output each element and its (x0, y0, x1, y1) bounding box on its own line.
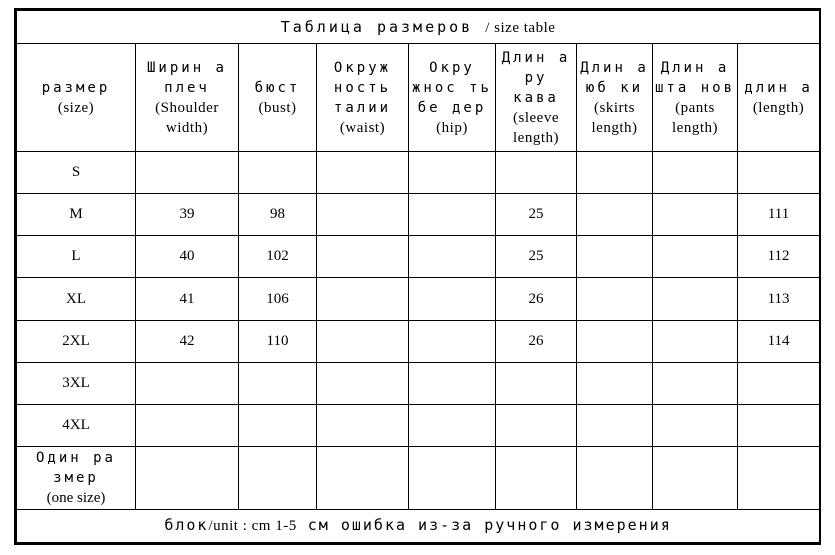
skirt-cell (577, 194, 653, 236)
bust-cell: 98 (239, 194, 317, 236)
sleeve-cell: 26 (496, 278, 577, 320)
pants-cell (653, 278, 738, 320)
skirt-cell (577, 152, 653, 194)
size-cell: 3XL (17, 362, 136, 404)
length-cell (738, 404, 820, 446)
header-row (17, 44, 820, 152)
hip-cell (409, 194, 496, 236)
shoulder-cell: 40 (136, 236, 239, 278)
table-row (17, 404, 820, 446)
waist-cell (317, 320, 409, 362)
table-row (17, 278, 820, 320)
pants-cell (653, 446, 738, 509)
hip-cell (409, 320, 496, 362)
shoulder-cell: 39 (136, 194, 239, 236)
table-row (17, 236, 820, 278)
shoulder-cell: 41 (136, 278, 239, 320)
footer-ru-prefix: блок (164, 516, 209, 535)
waist-cell (317, 404, 409, 446)
header-length: длин а (length) (738, 44, 820, 152)
length-cell (738, 152, 820, 194)
length-cell: 112 (738, 236, 820, 278)
title-ru: Таблица размеров (280, 17, 474, 36)
size-cell: 2XL (17, 320, 136, 362)
sleeve-cell (496, 362, 577, 404)
table-row (17, 320, 820, 362)
bust-cell: 102 (239, 236, 317, 278)
sleeve-cell (496, 446, 577, 509)
size-table (16, 10, 820, 543)
sleeve-cell: 25 (496, 236, 577, 278)
waist-cell (317, 278, 409, 320)
waist-cell (317, 446, 409, 509)
header-hip: Окру жнос ть бе дер (hip) (409, 44, 496, 152)
bust-cell (239, 152, 317, 194)
sleeve-cell (496, 152, 577, 194)
table-row (17, 194, 820, 236)
size-cell: M (17, 194, 136, 236)
size-cell: 4XL (17, 404, 136, 446)
skirt-cell (577, 404, 653, 446)
header-shoulder: Ширин а плеч (Shoulder width) (136, 44, 239, 152)
table-row (17, 362, 820, 404)
pants-cell (653, 194, 738, 236)
length-cell: 113 (738, 278, 820, 320)
skirt-cell (577, 362, 653, 404)
skirt-cell (577, 236, 653, 278)
shoulder-cell (136, 446, 239, 509)
header-sleeve: Длин а ру кава (sleeve length) (496, 44, 577, 152)
length-cell: 111 (738, 194, 820, 236)
table-row (17, 152, 820, 194)
size-table-frame (14, 8, 821, 545)
shoulder-cell: 42 (136, 320, 239, 362)
hip-cell (409, 362, 496, 404)
waist-cell (317, 236, 409, 278)
sleeve-cell: 25 (496, 194, 577, 236)
bust-cell: 110 (239, 320, 317, 362)
sleeve-cell (496, 404, 577, 446)
header-skirt: Длин а юб ки (skirts length) (577, 44, 653, 152)
hip-cell (409, 152, 496, 194)
sleeve-cell: 26 (496, 320, 577, 362)
pants-cell (653, 404, 738, 446)
table-row (17, 446, 820, 509)
hip-cell (409, 236, 496, 278)
table-footer (17, 509, 820, 542)
one-size-ru: Один ра змер (35, 449, 116, 486)
shoulder-cell (136, 362, 239, 404)
skirt-cell (577, 278, 653, 320)
size-cell: S (17, 152, 136, 194)
footer-ru-suffix: см ошибка из-за ручного измерения (307, 516, 672, 535)
length-cell: 114 (738, 320, 820, 362)
hip-cell (409, 278, 496, 320)
waist-cell (317, 194, 409, 236)
header-waist: Окруж ность талии (waist) (317, 44, 409, 152)
pants-cell (653, 152, 738, 194)
pants-cell (653, 320, 738, 362)
waist-cell (317, 362, 409, 404)
header-size: размер (size) (17, 44, 136, 152)
size-cell: XL (17, 278, 136, 320)
size-cell-one-size (17, 446, 136, 509)
length-cell (738, 446, 820, 509)
bust-cell (239, 362, 317, 404)
hip-cell (409, 404, 496, 446)
header-pants: Длин а шта нов (pants length) (653, 44, 738, 152)
size-cell: L (17, 236, 136, 278)
bust-cell (239, 446, 317, 509)
bust-cell (239, 404, 317, 446)
shoulder-cell (136, 152, 239, 194)
header-bust: бюст (bust) (239, 44, 317, 152)
bust-cell: 106 (239, 278, 317, 320)
skirt-cell (577, 320, 653, 362)
skirt-cell (577, 446, 653, 509)
title-en: / size table (485, 19, 556, 36)
pants-cell (653, 362, 738, 404)
footer-unit: /unit : cm 1-5 (208, 518, 297, 535)
hip-cell (409, 446, 496, 509)
length-cell (738, 362, 820, 404)
one-size-en: (one size) (46, 489, 106, 506)
shoulder-cell (136, 404, 239, 446)
table-title (17, 11, 820, 44)
waist-cell (317, 152, 409, 194)
pants-cell (653, 236, 738, 278)
